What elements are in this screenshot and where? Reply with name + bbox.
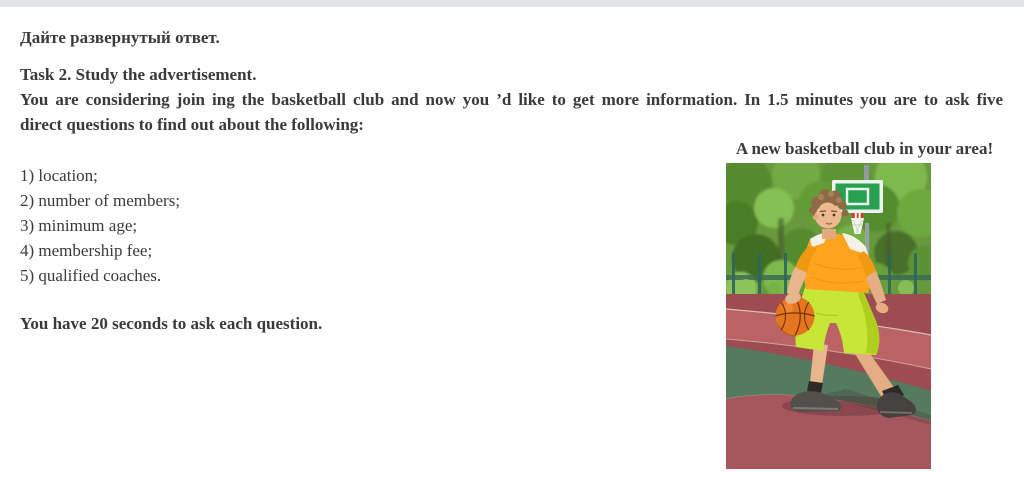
advertisement-block [726, 137, 1003, 469]
task-heading: Task 2. Study the advertisement. [20, 65, 257, 84]
timing-note: You have 20 seconds to ask each question. [20, 314, 323, 333]
top-gray-bar [0, 0, 1024, 7]
task-description-line2: direct questions to find out about the following: [20, 115, 364, 134]
basketball-boy-photo [726, 163, 931, 469]
list-item: 5) qualified coaches. [20, 266, 162, 285]
exam-task-page [0, 25, 1024, 336]
list-item: 3) minimum age; [20, 216, 138, 235]
instruction-text-ru: Дайте развернутый ответ. [20, 28, 220, 47]
task-description-line1: You are considering join ing the basketball club and now you ’d like to get more information. In 1.5 minutes you are to ask five [20, 90, 1003, 109]
list-item: 1) location; [20, 166, 98, 185]
advertisement-caption: A new basketball club in your area! [735, 139, 994, 158]
list-item: 4) membership fee; [20, 241, 153, 260]
list-item: 2) number of members; [20, 191, 181, 210]
